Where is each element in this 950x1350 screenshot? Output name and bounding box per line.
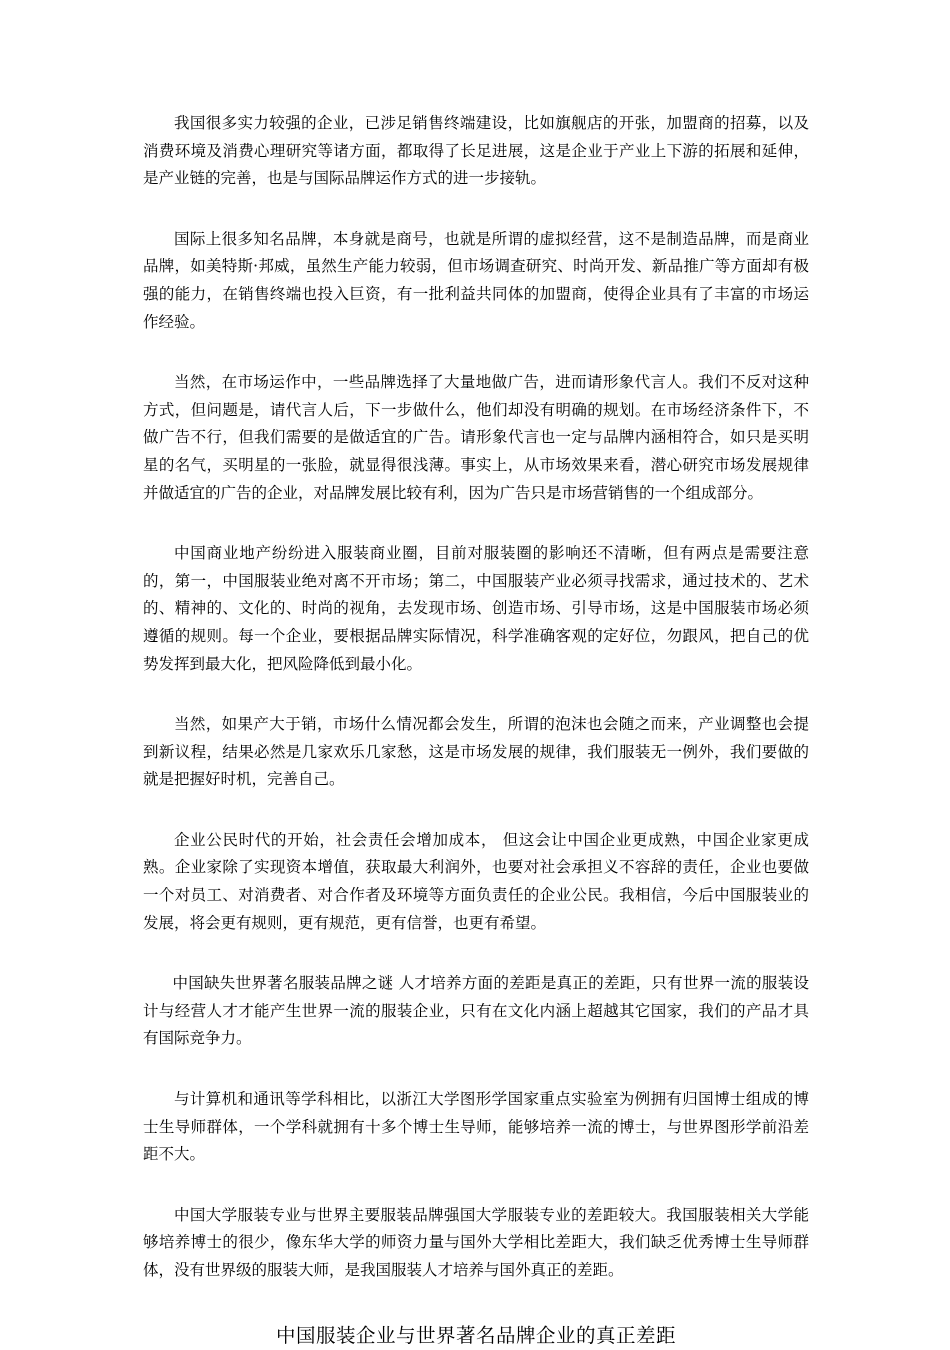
paragraph-advertising: 当然，在市场运作中，一些品牌选择了大量地做广告，进而请形象代言人。我们不反对这种方式，但问题是，请代言人后，下一步做什么，他们却没有明确的规划。在市场经济条件下，不做广告不行，但我们需要的是做适宜的广告。请形象代言也一定与品牌内涵相符合，如只是买明星的名气，买明星的一张脸，就显得很浅薄。事实上，从市场效果来看，潜心研究市场发展规律并做适宜的广告的企业，对品牌发展比较有利，因为广告只是市场营销售的一个组成部分。 <box>143 373 809 502</box>
paragraph-overproduction: 当然，如果产大于销，市场什么情况都会发生，所谓的泡沫也会随之而来，产业调整也会提到新议程，结果必然是几家欢乐几家愁，这是市场发展的规律，我们服装无一例外，我们要做的就是把握好时机，完善自己。 <box>143 715 809 789</box>
paragraph-terminal-construction: 我国很多实力较强的企业，已涉足销售终端建设，比如旗舰店的开张，加盟商的招募，以及消费环境及消费心理研究等诸方面，都取得了长足进展，这是企业于产业上下游的拓展和延伸，是产业链的完善，也是与国际品牌运作方式的进一步接轨。 <box>143 114 809 188</box>
paragraph-university-gap: 中国大学服装专业与世界主要服装品牌强国大学服装专业的差距较大。我国服装相关大学能够培养博士的很少，像东华大学的师资力量与国外大学相比差距大，我们缺乏优秀博士生导师群体，没有世界级的服装大师，是我国服装人才培养与国外真正的差距。 <box>143 1205 809 1279</box>
section-title: 中国服装企业与世界著名品牌企业的真正差距 <box>275 1323 676 1347</box>
paragraph-zju-comparison: 与计算机和通讯等学科相比，以浙江大学图形学国家重点实验室为例拥有归国博士组成的博士生导师群体，一个学科就拥有十多个博士生导师，能够培养一流的博士，与世界图形学前沿差距不大。 <box>143 1090 809 1164</box>
paragraph-virtual-brands: 国际上很多知名品牌，本身就是商号，也就是所谓的虚拟经营，这不是制造品牌，而是商业品牌，如美特斯·邦威，虽然生产能力较弱，但市场调查研究、时尚开发、新品推广等方面却有极强的能力，在销售终端也投入巨资，有一批利益共同体的加盟商，使得企业具有了丰富的市场运作经验。 <box>143 229 809 331</box>
paragraph-commercial-real-estate: 中国商业地产纷纷进入服装商业圈，目前对服装圈的影响还不清晰，但有两点是需要注意的，第一，中国服装业绝对离不开市场；第二，中国服装产业必须寻找需求，通过技术的、艺术的、精神的、文化的、时尚的视角，去发现市场、创造市场、引导市场，这是中国服装市场必须遵循的规则。每一个企业，要根据品牌实际情况，科学准确客观的定好位，勿跟风，把自己的优势发挥到最大化，把风险降低到最小化。 <box>143 544 809 673</box>
paragraph-talent-gap: 中国缺失世界著名服装品牌之谜 人才培养方面的差距是真正的差距，只有世界一流的服装设计与经营人才才能产生世界一流的服装企业，只有在文化内涵上超越其它国家，我们的产品才具有国际竞争力。 <box>143 974 809 1048</box>
paragraph-corporate-citizenship: 企业公民时代的开始，社会责任会增加成本， 但这会让中国企业更成熟，中国企业家更成熟。企业家除了实现资本增值，获取最大利润外，也要对社会承担义不容辞的责任，企业也要做一个对员工、对消费者、对合作者及环境等方面负责任的企业公民。我相信，今后中国服装业的发展，将会更有规则，更有规范，更有信誉，也更有希望。 <box>143 830 809 932</box>
document-page <box>143 110 809 1350</box>
